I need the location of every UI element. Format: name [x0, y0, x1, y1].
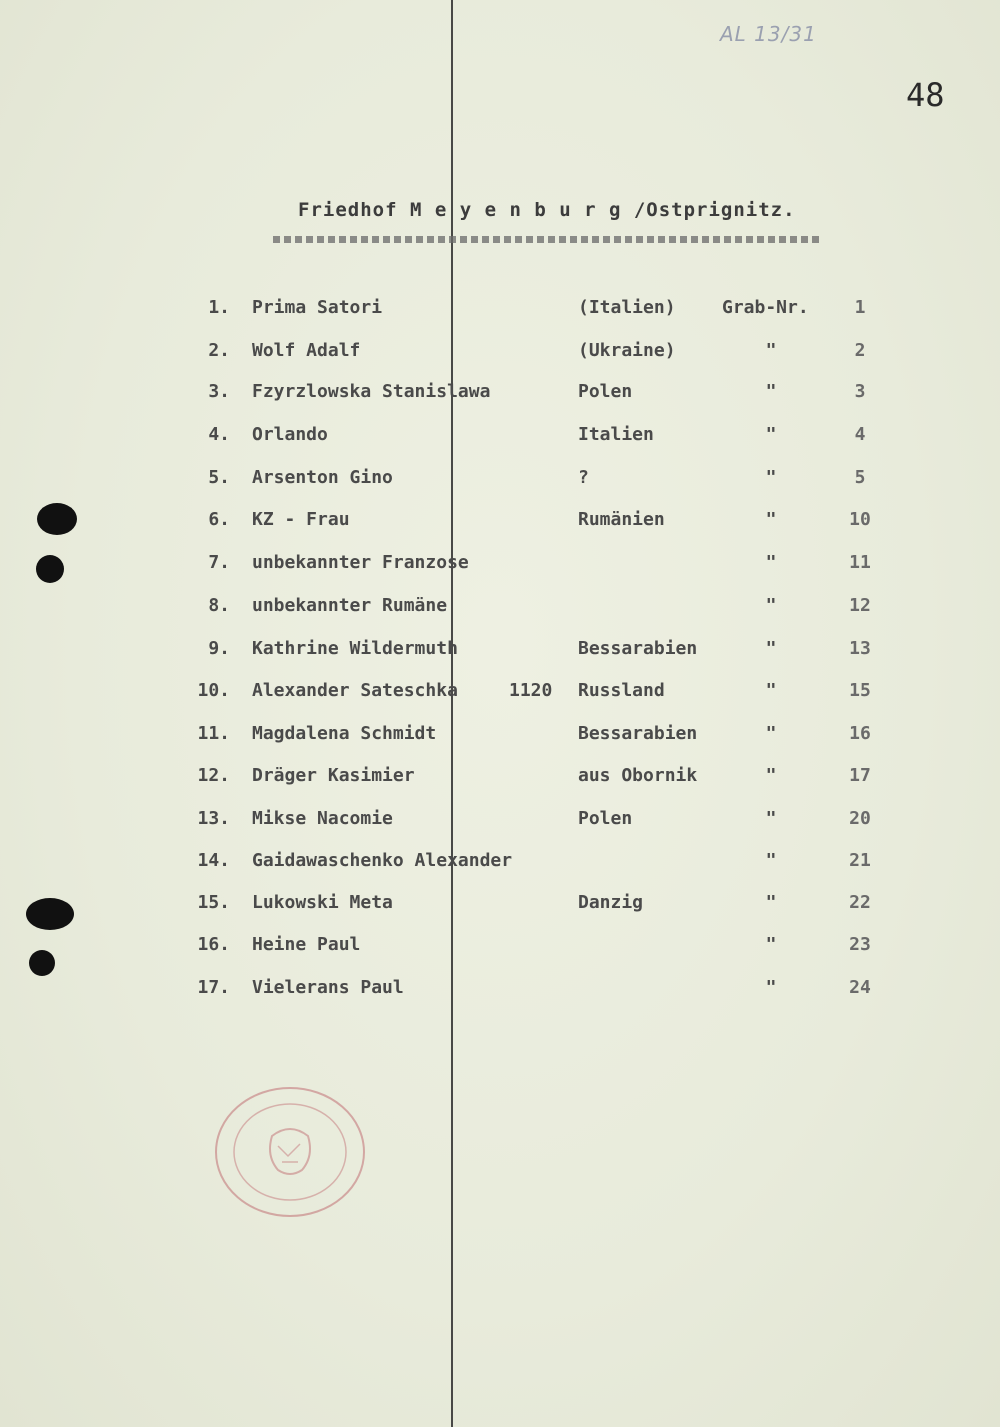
entry-country: Bessarabien [578, 723, 698, 744]
page-number: 48 [906, 76, 945, 114]
grave-number: 11 [849, 552, 871, 573]
ditto-mark: " [765, 765, 777, 786]
ditto-mark: " [765, 595, 777, 616]
list-item [0, 595, 1000, 627]
grave-number: 24 [849, 977, 871, 998]
list-item [0, 297, 1000, 329]
ditto-mark: " [765, 509, 777, 530]
entry-name: Prima Satori [252, 297, 383, 318]
entry-number: 7. [208, 552, 230, 573]
entry-name: Arsenton Gino [252, 467, 393, 488]
grave-number: 20 [849, 808, 871, 829]
entry-country: Bessarabien [578, 638, 698, 659]
ditto-mark: " [765, 892, 777, 913]
entry-number: 13. [197, 808, 230, 829]
entry-name: Lukowski Meta [252, 892, 393, 913]
entry-name: unbekannter Rumäne [252, 595, 448, 616]
entry-name: Gaidawaschenko Alexander [252, 850, 513, 871]
list-item [0, 723, 1000, 755]
entry-number: 9. [208, 638, 230, 659]
entry-number: 4. [208, 424, 230, 445]
entry-country: Italien [578, 424, 654, 445]
entry-number: 2. [208, 340, 230, 361]
list-item [0, 552, 1000, 584]
entry-country: ? [578, 467, 589, 488]
list-item [0, 424, 1000, 456]
list-item [0, 638, 1000, 670]
entry-name: Kathrine Wildermuth [252, 638, 458, 659]
ditto-mark: " [765, 808, 777, 829]
grave-number: 3 [854, 381, 866, 402]
entry-number: 12. [197, 765, 230, 786]
ditto-mark: " [765, 467, 777, 488]
list-item [0, 381, 1000, 413]
grave-number: 22 [849, 892, 871, 913]
grave-number: 10 [849, 509, 871, 530]
ditto-mark: " [765, 638, 777, 659]
entry-number: 1. [208, 297, 230, 318]
grave-label: Grab-Nr. [722, 297, 809, 318]
entry-country: Danzig [578, 892, 644, 913]
entry-number: 14. [197, 850, 230, 871]
entry-name: unbekannter Franzose [252, 552, 469, 573]
grave-number: 12 [849, 595, 871, 616]
entry-name: Dräger Kasimier [252, 765, 415, 786]
grave-number: 13 [849, 638, 871, 659]
entry-name: Vielerans Paul [252, 977, 404, 998]
entry-name: Wolf Adalf [252, 340, 361, 361]
document-title: Friedhof M e y e n b u r g /Ostprignitz. [298, 199, 796, 221]
ditto-mark: " [765, 340, 777, 361]
grave-number: 4 [854, 424, 866, 445]
entry-number: 16. [197, 934, 230, 955]
ditto-mark: " [765, 977, 777, 998]
entry-name: KZ - Frau [252, 509, 350, 530]
entry-name: Alexander Sateschka [252, 680, 458, 701]
grave-number: 16 [849, 723, 871, 744]
entry-name: Heine Paul [252, 934, 361, 955]
entry-country: Russland [578, 680, 665, 701]
entry-country: Polen [578, 808, 633, 829]
ditto-mark: " [765, 723, 777, 744]
ditto-mark: " [765, 424, 777, 445]
entry-name: Fzyrzlowska Stanislawa [252, 381, 491, 402]
entry-number: 17. [197, 977, 230, 998]
list-item [0, 977, 1000, 1009]
entry-country: (Italien) [578, 297, 676, 318]
list-item [0, 765, 1000, 797]
list-item [0, 340, 1000, 372]
ditto-mark: " [765, 680, 777, 701]
entry-number: 5. [208, 467, 230, 488]
grave-number: 2 [854, 340, 866, 361]
ditto-mark: " [765, 934, 777, 955]
entry-number: 15. [197, 892, 230, 913]
list-item [0, 850, 1000, 882]
ditto-mark: " [765, 552, 777, 573]
list-item [0, 934, 1000, 966]
entry-number: 8. [208, 595, 230, 616]
entry-country: aus Obornik [578, 765, 698, 786]
list-item [0, 680, 1000, 712]
grave-number: 17 [849, 765, 871, 786]
entry-number: 10. [197, 680, 230, 701]
title-underline [273, 236, 821, 243]
list-item [0, 467, 1000, 499]
list-item [0, 808, 1000, 840]
official-stamp [212, 1084, 368, 1220]
entry-number: 11. [197, 723, 230, 744]
entry-name: Magdalena Schmidt [252, 723, 437, 744]
entry-country: Polen [578, 381, 633, 402]
grave-number: 15 [849, 680, 871, 701]
entry-number: 3. [208, 381, 230, 402]
archive-reference: AL 13/31 [720, 22, 817, 46]
entry-extra: 1120 [509, 680, 553, 701]
grave-number: 23 [849, 934, 871, 955]
list-item [0, 509, 1000, 541]
entry-number: 6. [208, 509, 230, 530]
grave-number: 5 [854, 467, 866, 488]
ditto-mark: " [765, 850, 777, 871]
entry-name: Orlando [252, 424, 328, 445]
grave-number: 1 [854, 297, 866, 318]
ditto-mark: " [765, 381, 777, 402]
entry-country: (Ukraine) [578, 340, 676, 361]
entry-country: Rumänien [578, 509, 665, 530]
grave-number: 21 [849, 850, 871, 871]
entry-name: Mikse Nacomie [252, 808, 393, 829]
list-item [0, 892, 1000, 924]
